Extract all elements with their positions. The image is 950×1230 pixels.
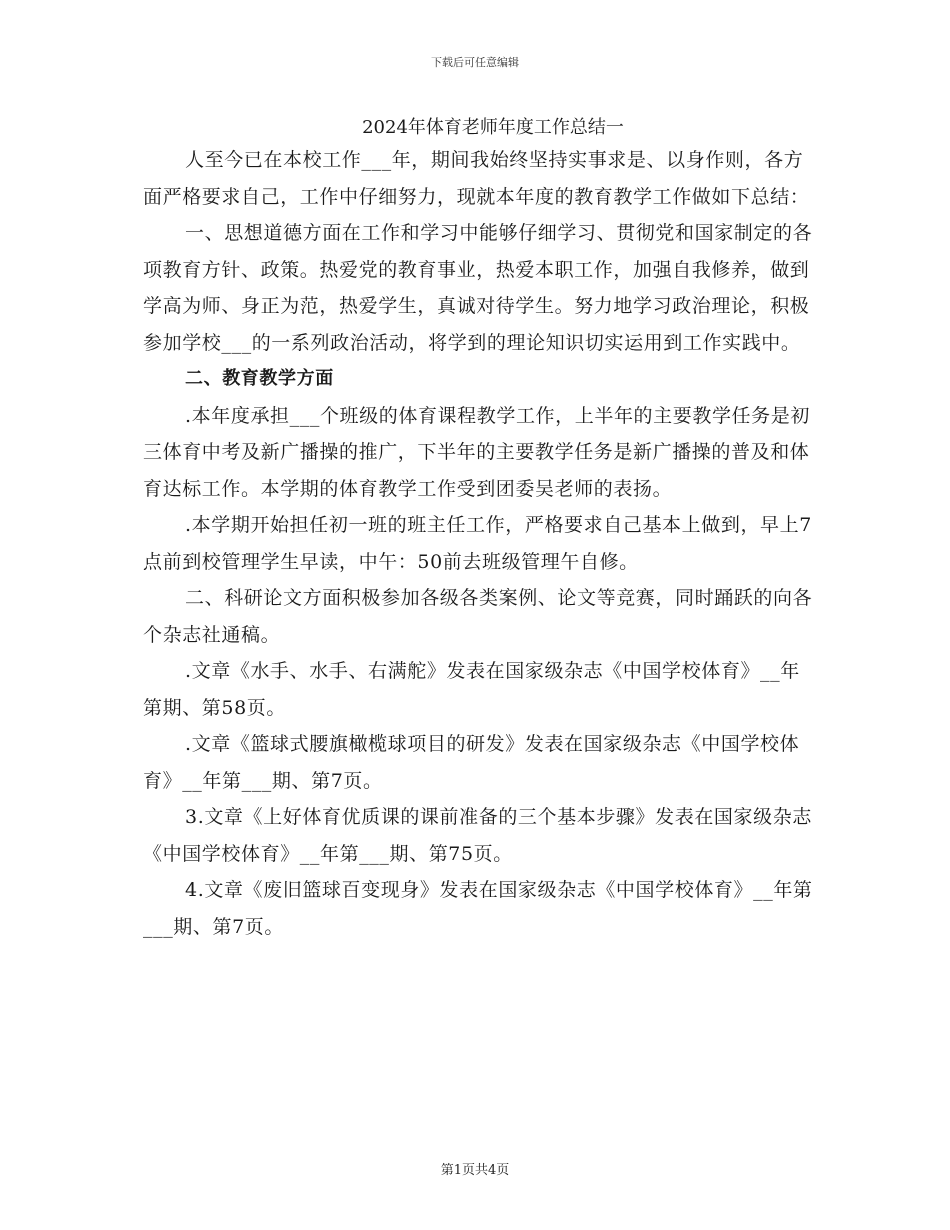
page-number: 第1页共4页 <box>440 1163 510 1178</box>
list-item-article-2: .文章《篮球式腰旗橄榄球项目的研发》发表在国家级杂志《中国学校体育》__年第___期、第7页。 <box>143 733 800 792</box>
paragraph-moral: 一、思想道德方面在工作和学习中能够仔细学习、贯彻党和国家制定的各项教育方针、政策。热爱党的教育事业，热爱本职工作，加强自我修养，做到学高为师、身正为范，热爱学生，真诚对待学生。努力地学习政治理论，积极参加学校___的一系列政治活动，将学到的理论知识切实运用到工作实践中。 <box>143 222 813 354</box>
list-item-article-1: .文章《水手、水手、右满舵》发表在国家级杂志《中国学校体育》__年第期、第58页。 <box>143 660 800 719</box>
section-heading-teaching: 二、教育教学方面 <box>185 368 334 389</box>
header-note: 下载后可任意编辑 <box>431 56 519 69</box>
paragraph-intro: 人至今已在本校工作___年，期间我始终坚持实事求是、以身作则，各方面严格要求自己，工作中仔细努力，现就本年度的教育教学工作做如下总结： <box>143 149 810 208</box>
paragraph-class-teacher: .本学期开始担任初一班的班主任工作，严格要求自己基本上做到，早上7点前到校管理学生早读，中午：50前去班级管理午自修。 <box>143 514 812 573</box>
list-item-article-3: 3.文章《上好体育优质课的课前准备的三个基本步骤》发表在国家级杂志《中国学校体育》__年第___期、第75页。 <box>143 806 812 865</box>
document-title: 2024年体育老师年度工作总结一 <box>362 117 624 138</box>
list-item-article-4: 4.文章《废旧篮球百变现身》发表在国家级杂志《中国学校体育》__年第___期、第7页。 <box>143 879 813 938</box>
paragraph-teaching-load: .本年度承担___个班级的体育课程教学工作，上半年的主要教学任务是初三体育中考及新广播操的推广，下半年的主要教学任务是新广播操的普及和体育达标工作。本学期的体育教学工作受到团委吴老师的表扬。 <box>143 404 810 500</box>
paragraph-research: 二、科研论文方面积极参加各级各类案例、论文等竞赛，同时踊跃的向各个杂志社通稿。 <box>143 587 813 646</box>
document-body <box>143 114 813 945</box>
